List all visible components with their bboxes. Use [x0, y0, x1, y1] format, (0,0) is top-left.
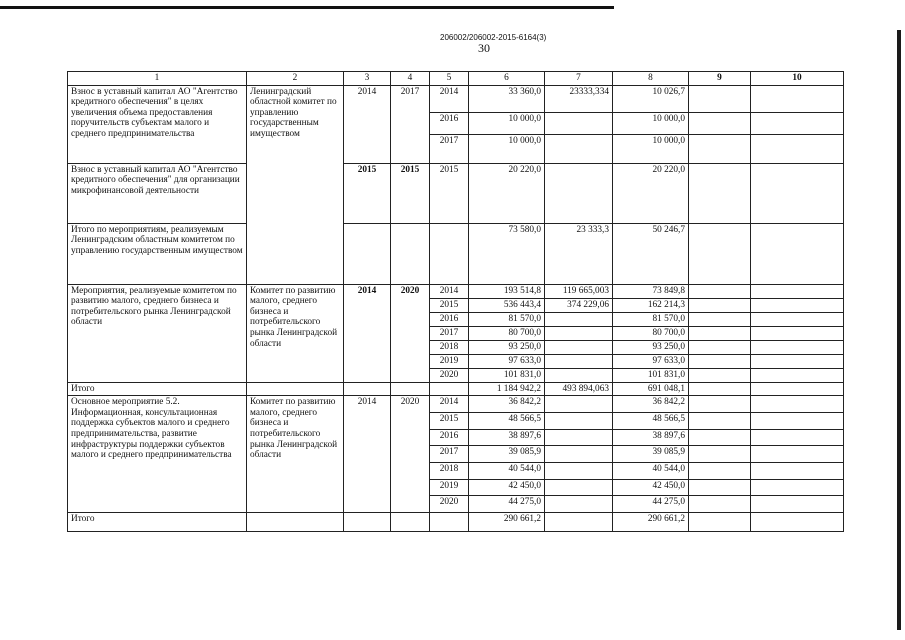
- total-cell: 80 700,0: [469, 326, 545, 340]
- table-row: [68, 163, 844, 223]
- regional-cell: 73 849,8: [613, 284, 689, 298]
- federal-cell: [545, 396, 613, 413]
- year-cell: 2020: [430, 368, 469, 382]
- empty-cell: [689, 413, 751, 430]
- empty-cell: [689, 340, 751, 354]
- regional-cell: 50 246,7: [613, 223, 689, 284]
- total-cell: 73 580,0: [469, 223, 545, 284]
- start-year: 2014: [344, 396, 391, 513]
- measure-name: Итого: [68, 382, 247, 396]
- measure-name: Итого: [68, 513, 247, 532]
- year-cell: 2018: [430, 340, 469, 354]
- measure-name: Взнос в уставный капитал АО "Агентство кредитного обеспечения" в целях увеличения объема предоставления поручительств субъектам малого и среднего предпринимательства: [68, 85, 247, 163]
- empty-cell: [751, 312, 844, 326]
- total-cell: 1 184 942,2: [469, 382, 545, 396]
- empty-cell: [689, 312, 751, 326]
- total-cell: 81 570,0: [469, 312, 545, 326]
- year-cell: 2015: [430, 298, 469, 312]
- end-year: 2015: [391, 163, 430, 223]
- federal-cell: 23333,334: [545, 85, 613, 112]
- empty-cell: [751, 430, 844, 446]
- year-cell: 2017: [430, 326, 469, 340]
- federal-cell: [545, 163, 613, 223]
- regional-cell: 93 250,0: [613, 340, 689, 354]
- federal-cell: [545, 480, 613, 496]
- empty-cell: [751, 112, 844, 134]
- empty-cell: [751, 163, 844, 223]
- empty-cell: [751, 463, 844, 480]
- col-header: 8: [613, 72, 689, 86]
- col-header: 2: [247, 72, 344, 86]
- total-cell: 38 897,6: [469, 430, 545, 446]
- regional-cell: 39 085,9: [613, 446, 689, 463]
- year-cell: 2015: [430, 413, 469, 430]
- subtotal-row: [68, 223, 844, 284]
- empty-cell: [689, 85, 751, 112]
- federal-cell: [545, 496, 613, 513]
- empty-cell: [751, 85, 844, 112]
- col-header: 10: [751, 72, 844, 86]
- empty-cell: [391, 223, 430, 284]
- empty-cell: [751, 413, 844, 430]
- empty-cell: [689, 382, 751, 396]
- total-cell: 97 633,0: [469, 354, 545, 368]
- total-cell: 101 831,0: [469, 368, 545, 382]
- federal-cell: [545, 312, 613, 326]
- total-cell: 39 085,9: [469, 446, 545, 463]
- empty-cell: [751, 354, 844, 368]
- regional-cell: 44 275,0: [613, 496, 689, 513]
- federal-cell: [545, 354, 613, 368]
- page-edge-bar: [897, 30, 901, 630]
- end-year: 2017: [391, 85, 430, 163]
- empty-cell: [689, 463, 751, 480]
- table-row: [68, 85, 844, 112]
- regional-cell: 40 544,0: [613, 463, 689, 480]
- empty-cell: [751, 396, 844, 413]
- table-row: [68, 396, 844, 413]
- end-year: 2020: [391, 396, 430, 513]
- page-number: 30: [478, 41, 490, 55]
- federal-cell: 493 894,063: [545, 382, 613, 396]
- col-header: 9: [689, 72, 751, 86]
- total-cell: 290 661,2: [469, 513, 545, 532]
- program-table: [67, 71, 844, 532]
- year-cell: 2016: [430, 430, 469, 446]
- regional-cell: 48 566,5: [613, 413, 689, 430]
- total-cell: 42 450,0: [469, 480, 545, 496]
- col-header: 3: [344, 72, 391, 86]
- total-cell: 193 514,8: [469, 284, 545, 298]
- regional-cell: 80 700,0: [613, 326, 689, 340]
- col-header: 5: [430, 72, 469, 86]
- regional-cell: 290 661,2: [613, 513, 689, 532]
- start-year: 2015: [344, 163, 391, 223]
- federal-cell: [545, 463, 613, 480]
- total-cell: 40 544,0: [469, 463, 545, 480]
- regional-cell: 20 220,0: [613, 163, 689, 223]
- regional-cell: 691 048,1: [613, 382, 689, 396]
- total-cell: 10 000,0: [469, 134, 545, 163]
- executor-cell: Комитет по развитию малого, среднего бизнеса и потребительского рынка Ленинградской области: [247, 396, 344, 513]
- empty-cell: [247, 513, 344, 532]
- federal-cell: [545, 326, 613, 340]
- document-code: 206002/206002-2015-6164(3): [440, 33, 547, 42]
- empty-cell: [344, 513, 391, 532]
- total-cell: 10 000,0: [469, 112, 545, 134]
- federal-cell: [545, 413, 613, 430]
- header-row: [68, 72, 844, 86]
- total-cell: 20 220,0: [469, 163, 545, 223]
- empty-cell: [751, 496, 844, 513]
- federal-cell: [545, 513, 613, 532]
- col-header: 6: [469, 72, 545, 86]
- federal-cell: [545, 430, 613, 446]
- year-cell: 2017: [430, 446, 469, 463]
- empty-cell: [751, 134, 844, 163]
- total-row: [68, 513, 844, 532]
- start-year: 2014: [344, 85, 391, 163]
- federal-cell: [545, 368, 613, 382]
- empty-cell: [430, 513, 469, 532]
- total-cell: 536 443,4: [469, 298, 545, 312]
- measure-name: Взнос в уставный капитал АО "Агентство кредитного обеспечения" для организации микрофинансовой деятельности: [68, 163, 247, 223]
- regional-cell: 162 214,3: [613, 298, 689, 312]
- year-cell: 2019: [430, 354, 469, 368]
- empty-cell: [689, 354, 751, 368]
- total-cell: 44 275,0: [469, 496, 545, 513]
- year-cell: 2014: [430, 85, 469, 112]
- empty-cell: [751, 446, 844, 463]
- federal-cell: 23 333,3: [545, 223, 613, 284]
- empty-cell: [751, 480, 844, 496]
- empty-cell: [751, 382, 844, 396]
- empty-cell: [391, 513, 430, 532]
- measure-name: Итого по мероприятиям, реализуемым Ленинградским областным комитетом по управлению государственным имуществом: [68, 223, 247, 284]
- year-cell: 2015: [430, 163, 469, 223]
- empty-cell: [430, 223, 469, 284]
- empty-cell: [689, 284, 751, 298]
- year-cell: 2017: [430, 134, 469, 163]
- executor-cell: Комитет по развитию малого, среднего бизнеса и потребительского рынка Ленинградской области: [247, 284, 344, 382]
- empty-cell: [689, 496, 751, 513]
- year-cell: 2014: [430, 284, 469, 298]
- regional-cell: 42 450,0: [613, 480, 689, 496]
- executor-cell: Ленинградский областной комитет по управлению государственным имуществом: [247, 85, 344, 284]
- regional-cell: 10 026,7: [613, 85, 689, 112]
- year-cell: 2014: [430, 396, 469, 413]
- regional-cell: 97 633,0: [613, 354, 689, 368]
- measure-name: Основное мероприятие 5.2. Информационная, консультационная поддержка субъектов малого и среднего предпринимательства, развитие инфраструктуры поддержки субъектов малого и среднего предпринимательства: [68, 396, 247, 513]
- end-year: 2020: [391, 284, 430, 382]
- empty-cell: [689, 163, 751, 223]
- total-cell: 36 842,2: [469, 396, 545, 413]
- col-header: 1: [68, 72, 247, 86]
- empty-cell: [689, 430, 751, 446]
- regional-cell: 10 000,0: [613, 134, 689, 163]
- start-year: 2014: [344, 284, 391, 382]
- total-row: [68, 382, 844, 396]
- empty-cell: [247, 382, 344, 396]
- regional-cell: 101 831,0: [613, 368, 689, 382]
- empty-cell: [689, 446, 751, 463]
- year-cell: 2016: [430, 112, 469, 134]
- empty-cell: [689, 134, 751, 163]
- empty-cell: [689, 298, 751, 312]
- federal-cell: [545, 134, 613, 163]
- table-row: [68, 284, 844, 298]
- empty-cell: [430, 382, 469, 396]
- empty-cell: [689, 396, 751, 413]
- total-cell: 33 360,0: [469, 85, 545, 112]
- federal-cell: 119 665,003: [545, 284, 613, 298]
- empty-cell: [344, 382, 391, 396]
- regional-cell: 36 842,2: [613, 396, 689, 413]
- empty-cell: [751, 298, 844, 312]
- empty-cell: [751, 368, 844, 382]
- empty-cell: [751, 223, 844, 284]
- year-cell: 2019: [430, 480, 469, 496]
- measure-name: Мероприятия, реализуемые комитетом по развитию малого, среднего бизнеса и потребительского рынка Ленинградской области: [68, 284, 247, 382]
- empty-cell: [689, 326, 751, 340]
- empty-cell: [344, 223, 391, 284]
- federal-cell: 374 229,06: [545, 298, 613, 312]
- total-cell: 93 250,0: [469, 340, 545, 354]
- year-cell: 2020: [430, 496, 469, 513]
- empty-cell: [689, 112, 751, 134]
- col-header: 7: [545, 72, 613, 86]
- col-header: 4: [391, 72, 430, 86]
- empty-cell: [751, 284, 844, 298]
- empty-cell: [751, 326, 844, 340]
- regional-cell: 10 000,0: [613, 112, 689, 134]
- year-cell: 2018: [430, 463, 469, 480]
- year-cell: 2016: [430, 312, 469, 326]
- empty-cell: [689, 513, 751, 532]
- empty-cell: [689, 480, 751, 496]
- federal-cell: [545, 112, 613, 134]
- federal-cell: [545, 340, 613, 354]
- empty-cell: [751, 513, 844, 532]
- regional-cell: 38 897,6: [613, 430, 689, 446]
- total-cell: 48 566,5: [469, 413, 545, 430]
- federal-cell: [545, 446, 613, 463]
- empty-cell: [391, 382, 430, 396]
- regional-cell: 81 570,0: [613, 312, 689, 326]
- empty-cell: [689, 223, 751, 284]
- empty-cell: [751, 340, 844, 354]
- top-rule: [0, 6, 614, 9]
- empty-cell: [689, 368, 751, 382]
